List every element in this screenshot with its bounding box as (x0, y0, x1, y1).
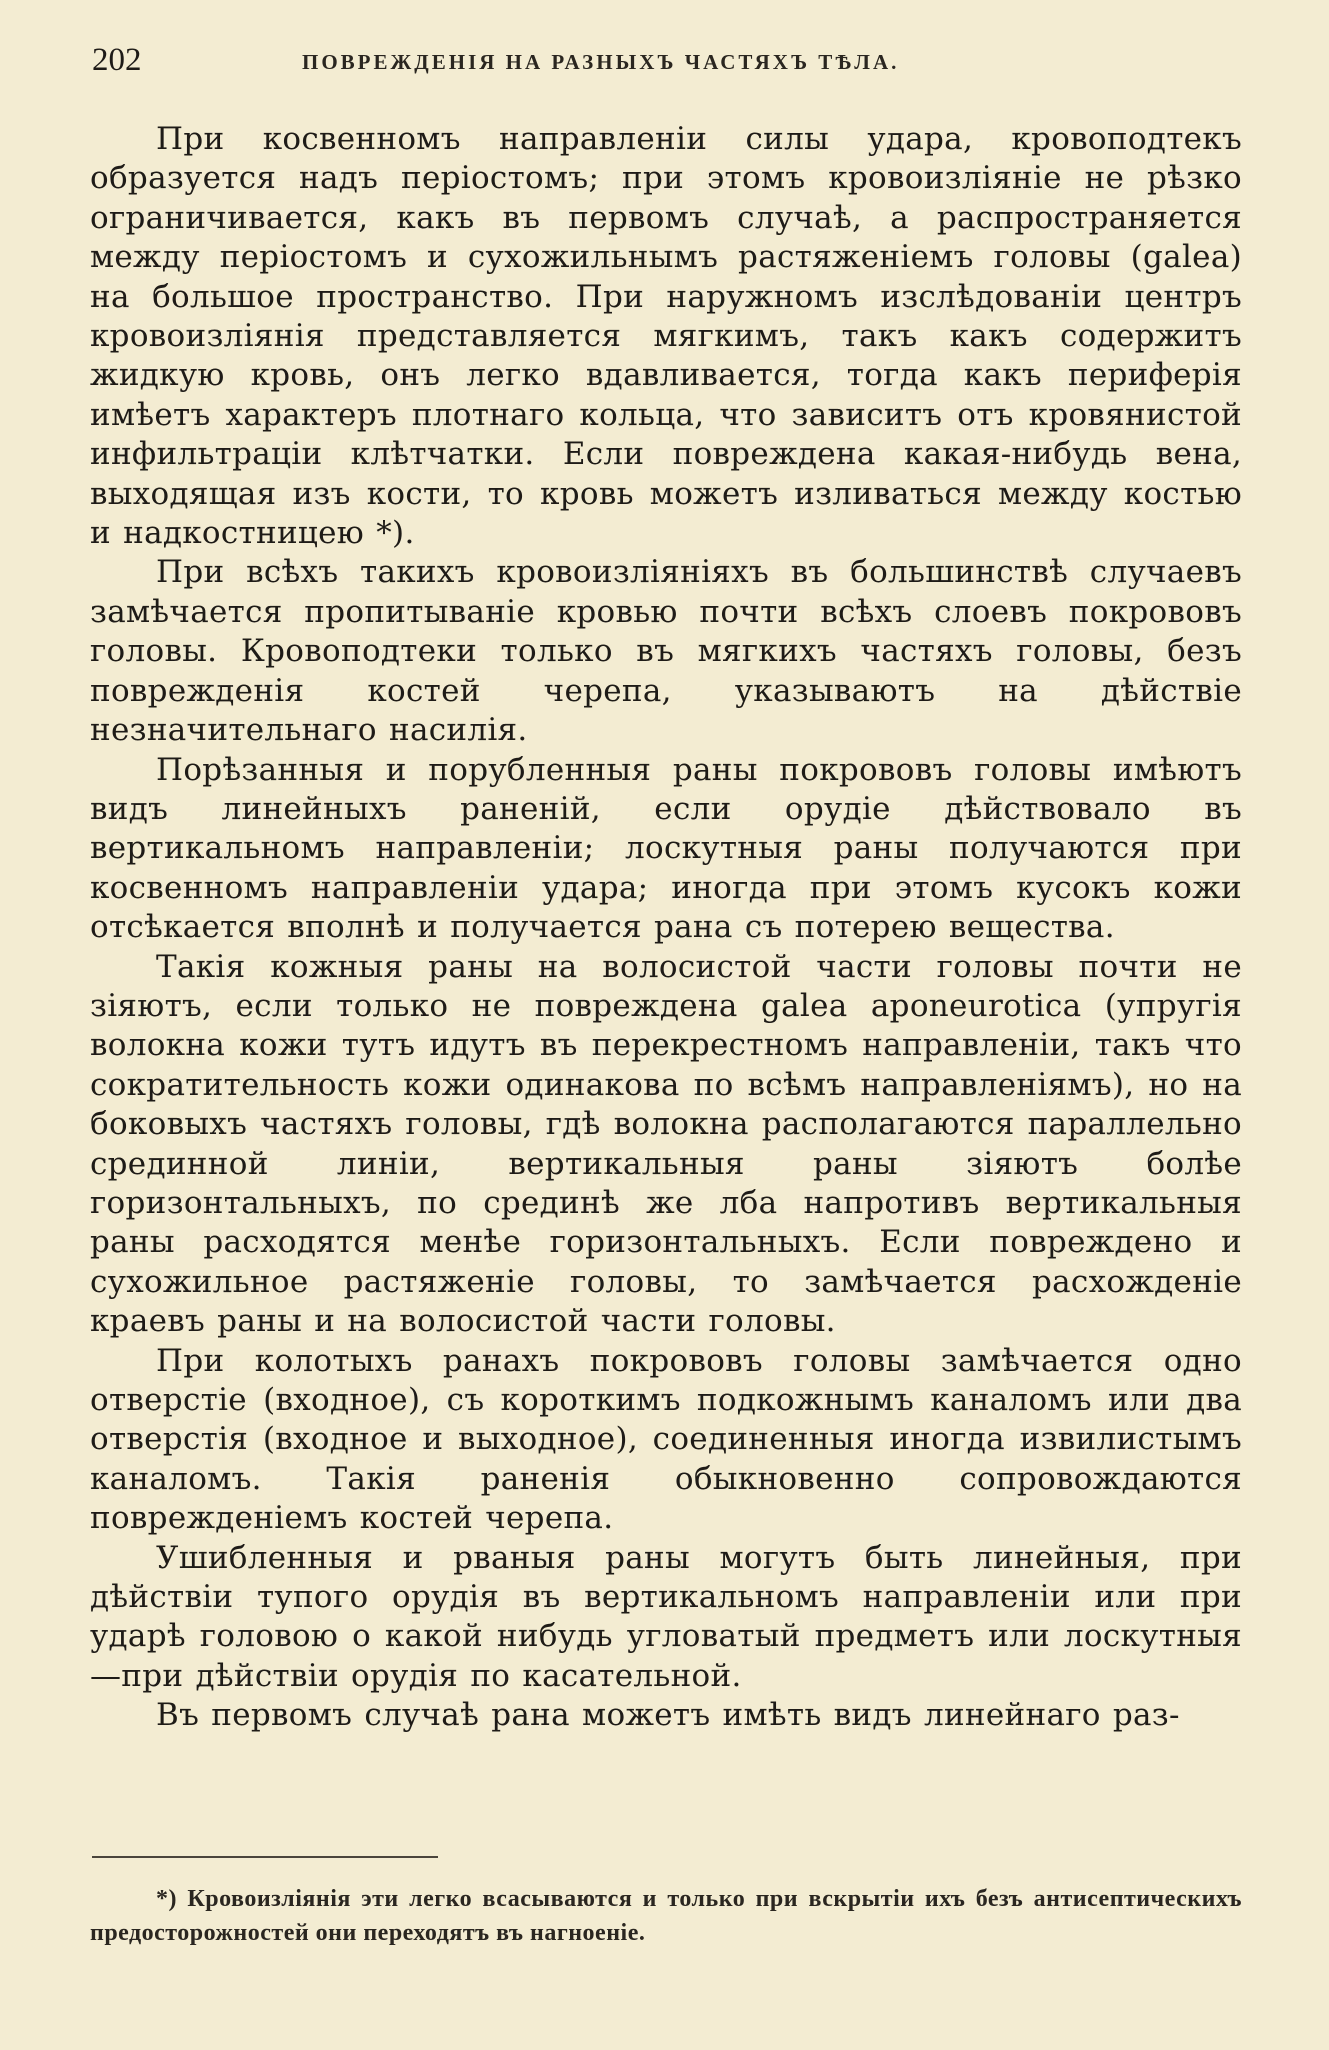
paragraph-first-case: Въ первомъ случаѣ рана можетъ имѣть видъ линейнаго раз- (156, 1697, 1180, 1734)
paragraph-indirect-force: При косвенномъ направленіи силы удара, кровоподтекъ образуется надъ періостомъ; при этомъ кровоизліяніе не рѣзко ограничивается, какъ въ первомъ случаѣ, а распространяется между періостомъ и сухожильнымъ растяженіемъ головы (galea) на большое пространство. При наружномъ изслѣдованіи центръ кровоизліянія представляется мягкимъ, такъ какъ содержитъ жидкую кровь, онъ легко вдавливается, тогда какъ периферія имѣетъ характеръ плотнаго кольца, что зависитъ отъ кровянистой инфильтраціи клѣтчатки. Если повреждена какая-нибудь вена, выходящая изъ кости, то кровь можетъ изливаться между костью и надкостницею *). (90, 121, 1242, 552)
paragraph-cut-wounds: Порѣзанныя и порубленныя раны покрововъ головы имѣютъ видъ линейныхъ раненій, если орудіе дѣйствовало въ вертикальномъ направленіи; лоскутныя раны получаются при косвенномъ направленіи удара; иногда при этомъ кусокъ кожи отсѣкается вполнѣ и получается рана съ потерею вещества. (90, 751, 1242, 946)
paragraph-stab-wounds: При колотыхъ ранахъ покрововъ головы замѣчается одно отверстіе (входное), съ короткимъ подкожнымъ каналомъ или два отверстія (входное и выходное), соединенныя иногда извилистымъ каналомъ. Такія раненія обыкновенно сопровождаются поврежденіемъ костей черепа. (90, 1342, 1242, 1537)
page-number: 202 (92, 42, 142, 78)
paragraph-skin-wounds: Такія кожныя раны на волосистой части головы почти не зіяютъ, если только не повреждена galea aponeurotica (упругія волокна кожи тутъ идутъ въ перекрестномъ направленіи, такъ что сократительность кожи одинакова по всѣмъ направленіямъ), но на боковыхъ частяхъ головы, гдѣ волокна располагаются параллельно срединной линіи, вертикальныя раны зіяютъ болѣе горизонтальныхъ, по срединѣ же лба напротивъ вертикальныя раны расходятся менѣе горизонтальныхъ. Если повреждено и сухожильное растяженіе головы, то замѣчается расхожденіе краевъ раны и на волосистой части головы. (90, 948, 1242, 1340)
footnote-text: *) Кровоизліянія эти легко всасываются и только при вскрытіи ихъ безъ антисептическихъ предосторожностей они переходятъ въ нагноеніе. (90, 1886, 1242, 1946)
footnote (90, 1882, 1242, 1950)
paragraph-bruised-wounds: Ушибленныя и рваныя раны могутъ быть линейныя, при дѣйствіи тупого орудія въ вертикальномъ направленіи или при ударѣ головою о какой нибудь угловатый предметъ или лоскутныя—при дѣйствіи орудія по касательной. (90, 1539, 1242, 1694)
running-head (92, 40, 1242, 80)
body-text (90, 120, 1242, 1736)
footnote-divider (92, 1856, 438, 1858)
running-title: ПОВРЕЖДЕНІЯ НА РАЗНЫХЪ ЧАСТЯХЪ ТѢЛА. (302, 50, 900, 74)
paragraph-hemorrhages: При всѣхъ такихъ кровоизліяніяхъ въ большинствѣ случаевъ замѣчается пропитываніе кровью почти всѣхъ слоевъ покрововъ головы. Кровоподтеки только въ мягкихъ частяхъ головы, безъ поврежденія костей черепа, указываютъ на дѣйствіе незначительнаго насилія. (90, 554, 1242, 749)
